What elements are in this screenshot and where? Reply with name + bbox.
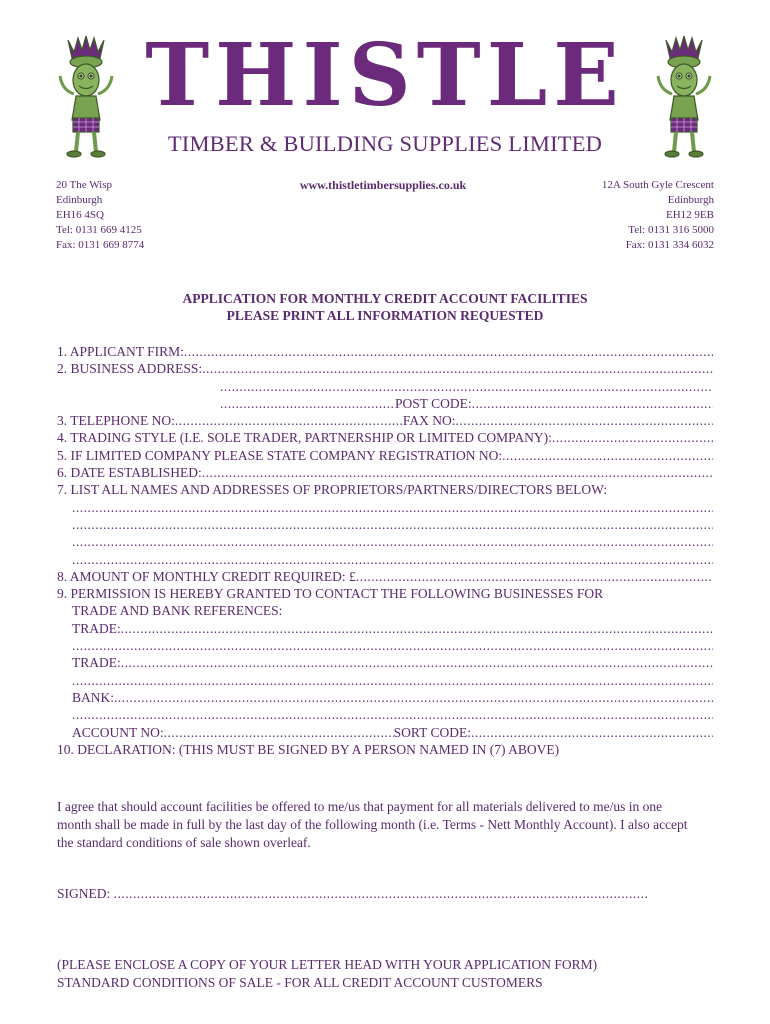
fill-line[interactable] (356, 568, 713, 585)
trading-style-field[interactable] (57, 429, 713, 446)
fill-line[interactable] (121, 654, 713, 671)
address-left (56, 178, 144, 253)
company-subtitle: TIMBER & BUILDING SUPPLIES LIMITED (167, 131, 603, 156)
references-subheading (57, 602, 713, 619)
field-label: 9. PERMISSION IS HEREBY GRANTED TO CONTACT THE FOLLOWING BUSINESSES FOR (57, 586, 604, 602)
proprietors-line[interactable] (57, 499, 713, 516)
post-code-row[interactable] (57, 395, 713, 412)
field-label: 7. LIST ALL NAMES AND ADDRESSES OF PROPRIETORS/PARTNERS/DIRECTORS BELOW: (57, 482, 608, 498)
fill-line[interactable] (502, 447, 713, 464)
declaration-text: I agree that should account facilities be offered to me/us that payment for all materials delivered to me/us in one month shall be made in full by the last day of the following month (i.e. Terms - Nett Monthly Account). I also accept the standard conditions of sale shown overleaf. (57, 799, 688, 850)
field-label: POST CODE: (395, 395, 472, 411)
bank-reference-line-2[interactable] (57, 706, 713, 723)
application-form (57, 343, 713, 758)
signature-field[interactable] (57, 885, 647, 903)
form-instruction: PLEASE PRINT ALL INFORMATION REQUESTED (226, 308, 544, 323)
account-no-fill-line[interactable] (164, 724, 394, 741)
fill-line[interactable] (220, 378, 713, 395)
fax-line: Fax: 0131 334 6032 (625, 239, 714, 251)
fax-fill-line[interactable] (456, 412, 713, 429)
field-label: SIGNED: (57, 886, 114, 901)
proprietors-line[interactable] (57, 551, 713, 568)
fill-line[interactable] (121, 620, 713, 637)
address-right (602, 178, 714, 253)
field-label: FAX NO: (402, 413, 456, 429)
address-line: Edinburgh (667, 194, 714, 206)
address-line: EH16 4SQ (56, 209, 104, 221)
post-code-fill-line[interactable] (472, 395, 713, 412)
account-sort-row[interactable] (57, 724, 713, 741)
fill-line[interactable] (72, 533, 713, 550)
field-label: 8. AMOUNT OF MONTHLY CREDIT REQUIRED: £ (57, 568, 356, 584)
telephone-fill-line[interactable] (175, 412, 403, 429)
field-label: TRADE: (72, 620, 121, 636)
field-label: TRADE: (72, 655, 121, 671)
address-line: 20 The Wisp (56, 179, 112, 191)
form-title: APPLICATION FOR MONTHLY CREDIT ACCOUNT FACILITIES (182, 291, 588, 306)
fill-line[interactable] (72, 706, 713, 723)
trade-reference-2-field[interactable] (57, 654, 713, 671)
company-registration-field[interactable] (57, 447, 713, 464)
fill-line[interactable] (184, 343, 713, 360)
address-line: 12A South Gyle Crescent (601, 179, 714, 191)
footer-notes (57, 956, 717, 992)
proprietors-line[interactable] (57, 516, 713, 533)
fill-line[interactable] (114, 689, 713, 706)
sort-code-fill-line[interactable] (471, 724, 713, 741)
fill-line[interactable] (72, 516, 713, 533)
field-label: 5. IF LIMITED COMPANY PLEASE STATE COMPANY REGISTRATION NO: (57, 447, 503, 463)
field-label: 3. TELEPHONE NO: (57, 413, 175, 429)
address-line: Edinburgh (56, 194, 103, 206)
monthly-credit-field[interactable] (57, 568, 713, 585)
trade-reference-1-line-2[interactable] (57, 637, 713, 654)
field-label: SORT CODE: (393, 724, 471, 740)
fill-line[interactable] (552, 429, 713, 446)
fax-line: Fax: 0131 669 8774 (56, 239, 145, 251)
fill-line[interactable] (72, 672, 713, 689)
company-logo-wordmark: THISTLE (145, 25, 625, 126)
business-address-field[interactable] (57, 360, 713, 377)
conditions-title: STANDARD CONDITIONS OF SALE - FOR ALL CREDIT ACCOUNT CUSTOMERS (57, 975, 543, 990)
thistle-mascot-icon (54, 36, 118, 160)
proprietors-line[interactable] (57, 533, 713, 550)
enclosure-note: (PLEASE ENCLOSE A COPY OF YOUR LETTER HEAD WITH YOUR APPLICATION FORM) (57, 957, 598, 972)
date-established-field[interactable] (57, 464, 713, 481)
thistle-mascot-icon (652, 36, 716, 160)
trade-reference-2-line-2[interactable] (57, 672, 713, 689)
fill-line[interactable] (202, 360, 713, 377)
applicant-firm-field[interactable] (57, 343, 713, 360)
field-label: 6. DATE ESTABLISHED: (57, 465, 202, 481)
fill-line[interactable] (72, 551, 713, 568)
form-heading (0, 290, 770, 324)
field-label: 4. TRADING STYLE (I.E. SOLE TRADER, PARTNERSHIP OR LIMITED COMPANY): (57, 430, 552, 446)
field-label: TRADE AND BANK REFERENCES: (72, 603, 283, 619)
address-line: EH12 9EB (666, 209, 714, 221)
fill-line[interactable] (72, 637, 713, 654)
fill-line[interactable] (220, 395, 395, 412)
fill-line[interactable] (72, 499, 713, 516)
field-label: 1. APPLICANT FIRM: (57, 344, 184, 359)
business-address-line-2[interactable] (57, 378, 713, 395)
website-link[interactable]: www.thistletimbersupplies.co.uk (299, 178, 467, 192)
proprietors-heading (57, 481, 713, 498)
fill-line[interactable] (202, 464, 713, 481)
field-label: 10. DECLARATION: (THIS MUST BE SIGNED BY A PERSON NAMED IN (7) ABOVE) (57, 741, 560, 757)
telephone-line: Tel: 0131 669 4125 (56, 224, 142, 236)
signature-fill-line[interactable] (114, 885, 647, 903)
bank-reference-field[interactable] (57, 689, 713, 706)
field-label: ACCOUNT NO: (72, 724, 164, 740)
trade-reference-1-field[interactable] (57, 620, 713, 637)
field-label: BANK: (72, 689, 115, 705)
field-label: 2. BUSINESS ADDRESS: (57, 361, 203, 377)
telephone-line: Tel: 0131 316 5000 (628, 224, 714, 236)
declaration-heading (57, 741, 713, 758)
telephone-fax-row[interactable] (57, 412, 713, 429)
references-heading (57, 585, 713, 602)
